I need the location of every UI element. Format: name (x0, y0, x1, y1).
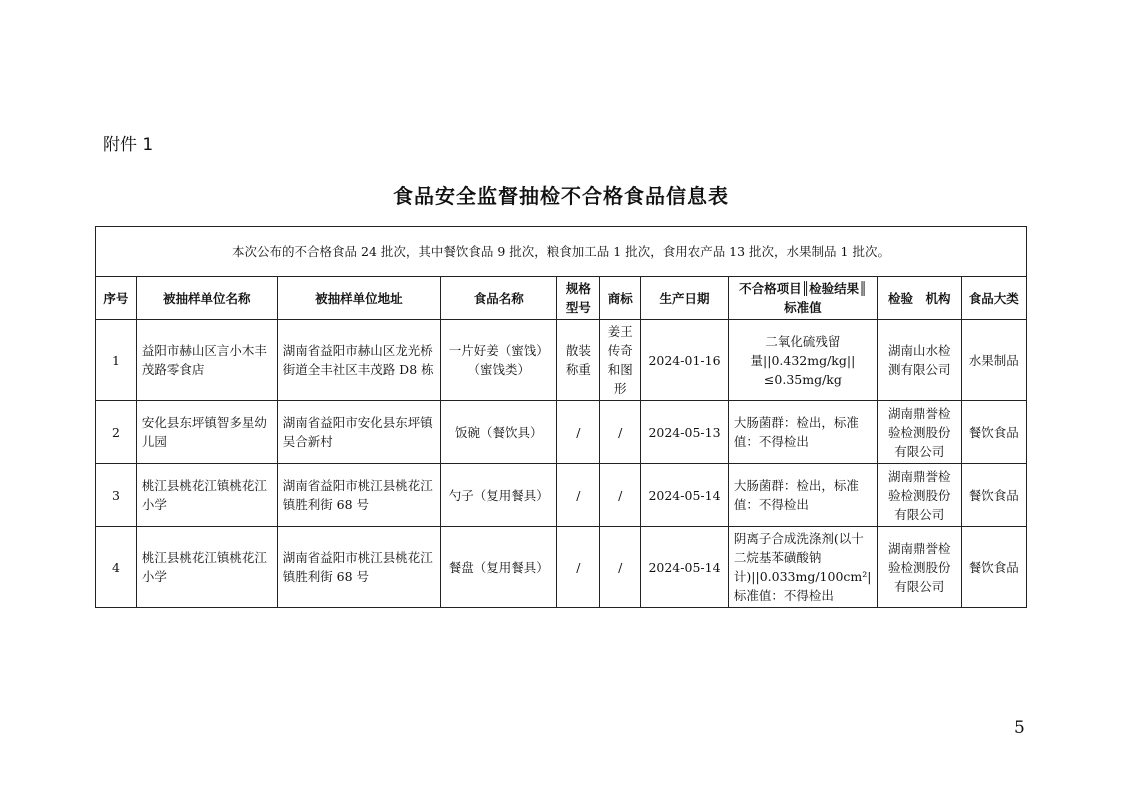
cell-brand: / (600, 401, 641, 464)
cell-date: 2024-05-13 (641, 401, 729, 464)
cell-category: 餐饮食品 (961, 464, 1026, 527)
cell-spec: / (557, 527, 600, 608)
table-row (96, 320, 1027, 401)
cell-item: 二氧化硫残留量||0.432mg/kg||≤0.35mg/kg (728, 320, 877, 401)
cell-unit: 安化县东坪镇智多星幼儿园 (136, 401, 277, 464)
cell-address: 湖南省益阳市赫山区龙光桥街道全丰社区丰茂路 D8 栋 (277, 320, 440, 401)
cell-date: 2024-01-16 (641, 320, 729, 401)
attachment-label: 附件 1 (103, 135, 154, 155)
cell-unit: 桃江县桃花江镇桃花江小学 (136, 464, 277, 527)
header-address: 被抽样单位地址 (277, 277, 440, 320)
cell-food: 一片好姜（蜜饯）（蜜饯类） (441, 320, 557, 401)
cell-no: 3 (96, 464, 137, 527)
cell-unit: 益阳市赫山区言小木丰茂路零食店 (136, 320, 277, 401)
cell-date: 2024-05-14 (641, 464, 729, 527)
header-food: 食品名称 (441, 277, 557, 320)
table-row (96, 527, 1027, 608)
page-title: 食品安全监督抽检不合格食品信息表 (393, 184, 729, 208)
cell-category: 水果制品 (961, 320, 1026, 401)
cell-item: 阴离子合成洗涤剂(以十二烷基苯磺酸钠计)||0.033mg/100cm²|标准值：不得检出 (728, 527, 877, 608)
cell-item: 大肠菌群：检出，标准值：不得检出 (728, 464, 877, 527)
cell-lab: 湖南山水检测有限公司 (877, 320, 961, 401)
cell-category: 餐饮食品 (961, 527, 1026, 608)
cell-brand: / (600, 527, 641, 608)
header-category: 食品大类 (961, 277, 1026, 320)
table-row (96, 401, 1027, 464)
cell-date: 2024-05-14 (641, 527, 729, 608)
cell-food: 勺子（复用餐具） (441, 464, 557, 527)
page-number: 5 (1014, 718, 1025, 738)
cell-item: 大肠菌群：检出，标准值：不得检出 (728, 401, 877, 464)
header-spec: 规格型号 (557, 277, 600, 320)
cell-brand: 姜王传奇和图形 (600, 320, 641, 401)
header-brand: 商标 (600, 277, 641, 320)
table-header-row (96, 277, 1027, 320)
unqualified-food-table (95, 226, 1027, 608)
cell-spec: / (557, 464, 600, 527)
cell-no: 2 (96, 401, 137, 464)
cell-lab: 湖南鼎誉检验检测股份有限公司 (877, 401, 961, 464)
cell-brand: / (600, 464, 641, 527)
cell-address: 湖南省益阳市桃江县桃花江镇胜利街 68 号 (277, 527, 440, 608)
summary-text: 本次公布的不合格食品 24 批次，其中餐饮食品 9 批次，粮食加工品 1 批次，食用农产品 13 批次，水果制品 1 批次。 (96, 227, 1027, 277)
header-date: 生产日期 (641, 277, 729, 320)
cell-address: 湖南省益阳市安化县东坪镇吴合新村 (277, 401, 440, 464)
table-row (96, 464, 1027, 527)
cell-no: 4 (96, 527, 137, 608)
cell-lab: 湖南鼎誉检验检测股份有限公司 (877, 527, 961, 608)
cell-spec: 散装称重 (557, 320, 600, 401)
cell-unit: 桃江县桃花江镇桃花江小学 (136, 527, 277, 608)
header-lab: 检验 机构 (877, 277, 961, 320)
cell-category: 餐饮食品 (961, 401, 1026, 464)
cell-spec: / (557, 401, 600, 464)
cell-address: 湖南省益阳市桃江县桃花江镇胜利街 68 号 (277, 464, 440, 527)
header-unit: 被抽样单位名称 (136, 277, 277, 320)
header-item: 不合格项目║检验结果║标准值 (728, 277, 877, 320)
cell-food: 饭碗（餐饮具） (441, 401, 557, 464)
cell-food: 餐盘（复用餐具） (441, 527, 557, 608)
header-no: 序号 (96, 277, 137, 320)
cell-lab: 湖南鼎誉检验检测股份有限公司 (877, 464, 961, 527)
cell-no: 1 (96, 320, 137, 401)
